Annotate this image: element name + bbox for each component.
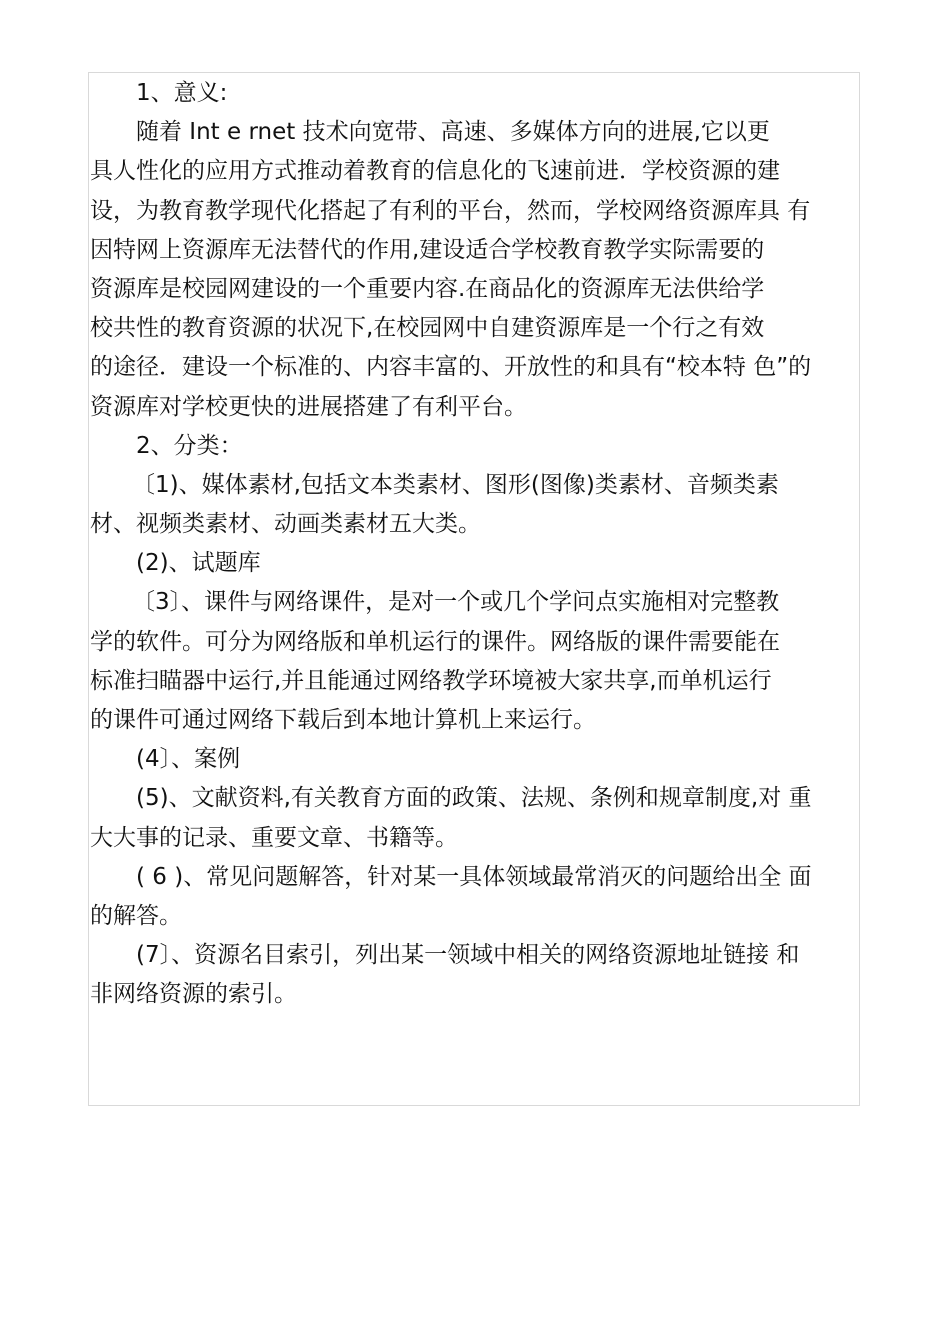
text-line: 设，为教育教学现代化搭起了有利的平台，然而，学校网络资源库具 有 [90,197,811,224]
heading-meaning: 1、意义: [136,80,228,106]
text-line: 随着 Int e rnet 技术向宽带、高速、多媒体方向的进展,它以更 [136,119,770,146]
text-line: 大大事的记录、重要文章、书籍等。 [90,824,458,851]
document-body [90,74,860,1015]
text-line: 资源库是校园网建设的一个重要内容.在商品化的资源库无法供给学 [90,275,765,302]
text-line: 标准扫瞄器中运行,并且能通过网络教学环境被大家共享,而单机运行 [90,667,772,694]
text-line: 非网络资源的索引。 [90,981,297,1008]
text-line: (7〕、资源名目索引，列出某一领域中相关的网络资源地址链接 和 [136,942,800,969]
text-line: 具人性化的应用方式推动着教育的信息化的飞速前进．学校资源的建 [90,158,780,185]
text-line: 因特网上资源库无法替代的作用,建设适合学校教育教学实际需要的 [90,236,765,263]
text-line: 〔3〕、课件与网络课件，是对一个或几个学问点实施相对完整教 [132,589,780,616]
text-line: 的课件可通过网络下载后到本地计算机上来运行。 [90,707,596,733]
text-line: (4〕、案例 [136,746,241,773]
text-line: 〔1)、媒体素材,包括文本类素材、图形(图像)类素材、音频类素 [132,471,779,498]
text-line: (2)、试题库 [136,550,261,577]
text-line: ( 6 )、常见问题解答，针对某一具体领域最常消灭的问题给出全 面 [136,863,812,890]
heading-classification: 2、分类： [136,432,243,459]
text-line: (5)、文献资料,有关教育方面的政策、法规、条例和规章制度,对 重 [136,785,812,812]
text-line: 校共性的教育资源的状况下,在校园网中自建资源库是一个行之有效 [90,315,765,342]
text-line: 学的软件。可分为网络版和单机运行的课件。网络版的课件需要能在 [90,628,780,655]
text-line: 的途径．建设一个标准的、内容丰富的、开放性的和具有“校本特 色”的 [90,354,812,381]
text-line: 材、视频类素材、动画类素材五大类。 [90,511,481,538]
text-line: 资源库对学校更快的进展搭建了有利平台。 [90,393,527,420]
text-line: 的解答。 [90,902,182,929]
